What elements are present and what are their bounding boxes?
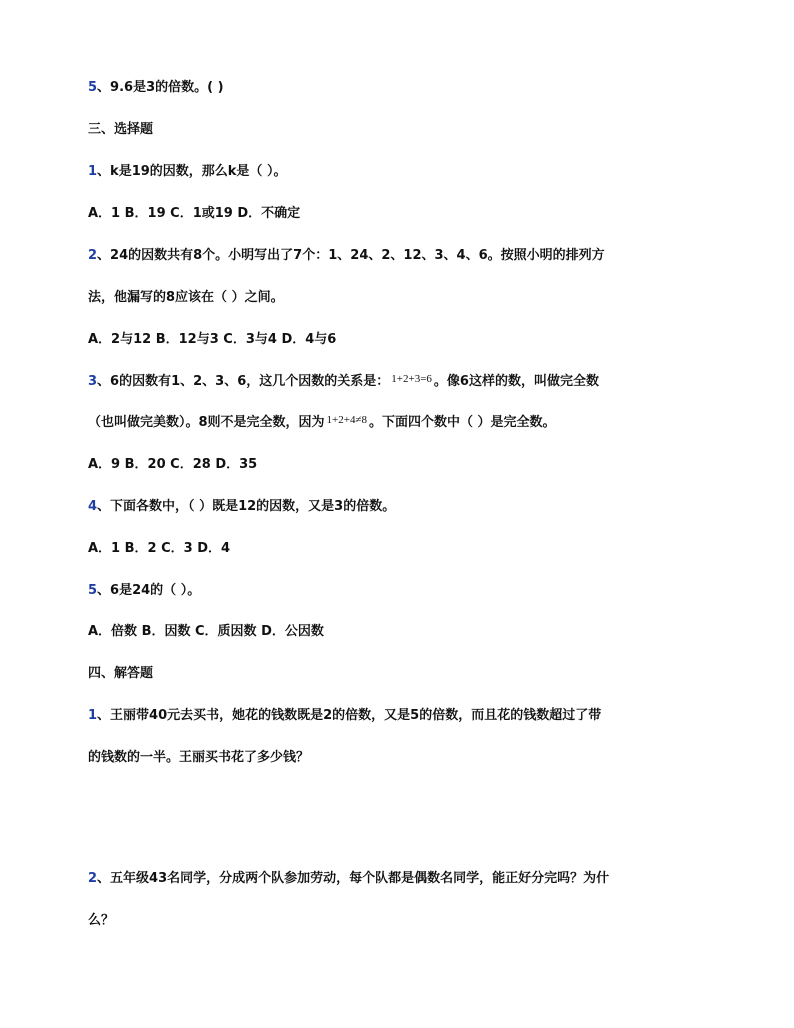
question-text: 、6的因数有1、2、3、6，这几个因数的关系是： — [97, 374, 390, 389]
choice-question-5-options: A．倍数 B．因数 C．质因数 D．公因数 — [88, 624, 324, 639]
question-number: 5 — [88, 80, 98, 95]
answer-question-1-continued: 的钱数的一半。王丽买书花了多少钱？ — [88, 750, 310, 765]
choice-question-2-continued: 法，他漏写的8应该在（ ）之间。 — [88, 290, 284, 305]
question-number: 2 — [88, 871, 98, 886]
question-text: 、24的因数共有8个。小明写出了7个：1、24、2、12、3、4、6。按照小明的排列方 — [97, 248, 605, 263]
question-text: 、k是19的因数，那么k是（ ）。 — [97, 164, 287, 179]
choice-question-1-options: A．1 B．19 C．1或19 D．不确定 — [88, 206, 301, 221]
answer-question-2 — [88, 870, 734, 888]
choice-question-3-continued — [88, 414, 734, 432]
answer-question-2-continued: 么？ — [88, 913, 115, 928]
section-heading-answer: 四、解答题 — [88, 666, 154, 681]
choice-question-2-options: A．2与12 B．12与3 C．3与4 D．4与6 — [88, 332, 337, 347]
question-text: 、下面各数中，（ ）既是12的因数，又是3的倍数。 — [97, 499, 396, 514]
question-text: 、五年级43名同学，分成两个队参加劳动，每个队都是偶数名同学，能正好分完吗？为什 — [97, 871, 610, 886]
choice-question-4-options: A．1 B．2 C．3 D．4 — [88, 541, 231, 556]
question-number: 2 — [88, 248, 98, 263]
question-number: 3 — [88, 374, 98, 389]
question-text-continued: 。下面四个数中（ ）是完全数。 — [369, 415, 556, 430]
question-text: （也叫做完美数）。8则不是完全数，因为 — [88, 415, 325, 430]
answer-question-1 — [88, 707, 734, 725]
question-text-continued: 。像6这样的数，叫做完全数 — [433, 374, 599, 389]
choice-question-3-options: A．9 B．20 C．28 D．35 — [88, 457, 258, 472]
question-number: 1 — [88, 708, 98, 723]
choice-question-5 — [88, 582, 734, 600]
section-heading-choice: 三、选择题 — [88, 122, 154, 137]
question-number: 5 — [88, 583, 98, 598]
choice-question-3 — [88, 373, 734, 391]
choice-question-4 — [88, 498, 734, 516]
question-number: 4 — [88, 499, 98, 514]
question-number: 1 — [88, 164, 98, 179]
question-text: 、6是24的（ ）。 — [97, 583, 201, 598]
judge-question-5 — [88, 79, 734, 97]
math-expression: 1+2+3=6 — [391, 373, 432, 385]
question-text: 、王丽带40元去买书，她花的钱数既是2的倍数，又是5的倍数，而且花的钱数超过了带 — [97, 708, 602, 723]
choice-question-2 — [88, 247, 734, 265]
question-text: 、9.6是3的倍数。( ) — [97, 80, 224, 95]
math-expression: 1+2+4≠8 — [326, 414, 367, 426]
choice-question-1 — [88, 163, 734, 181]
